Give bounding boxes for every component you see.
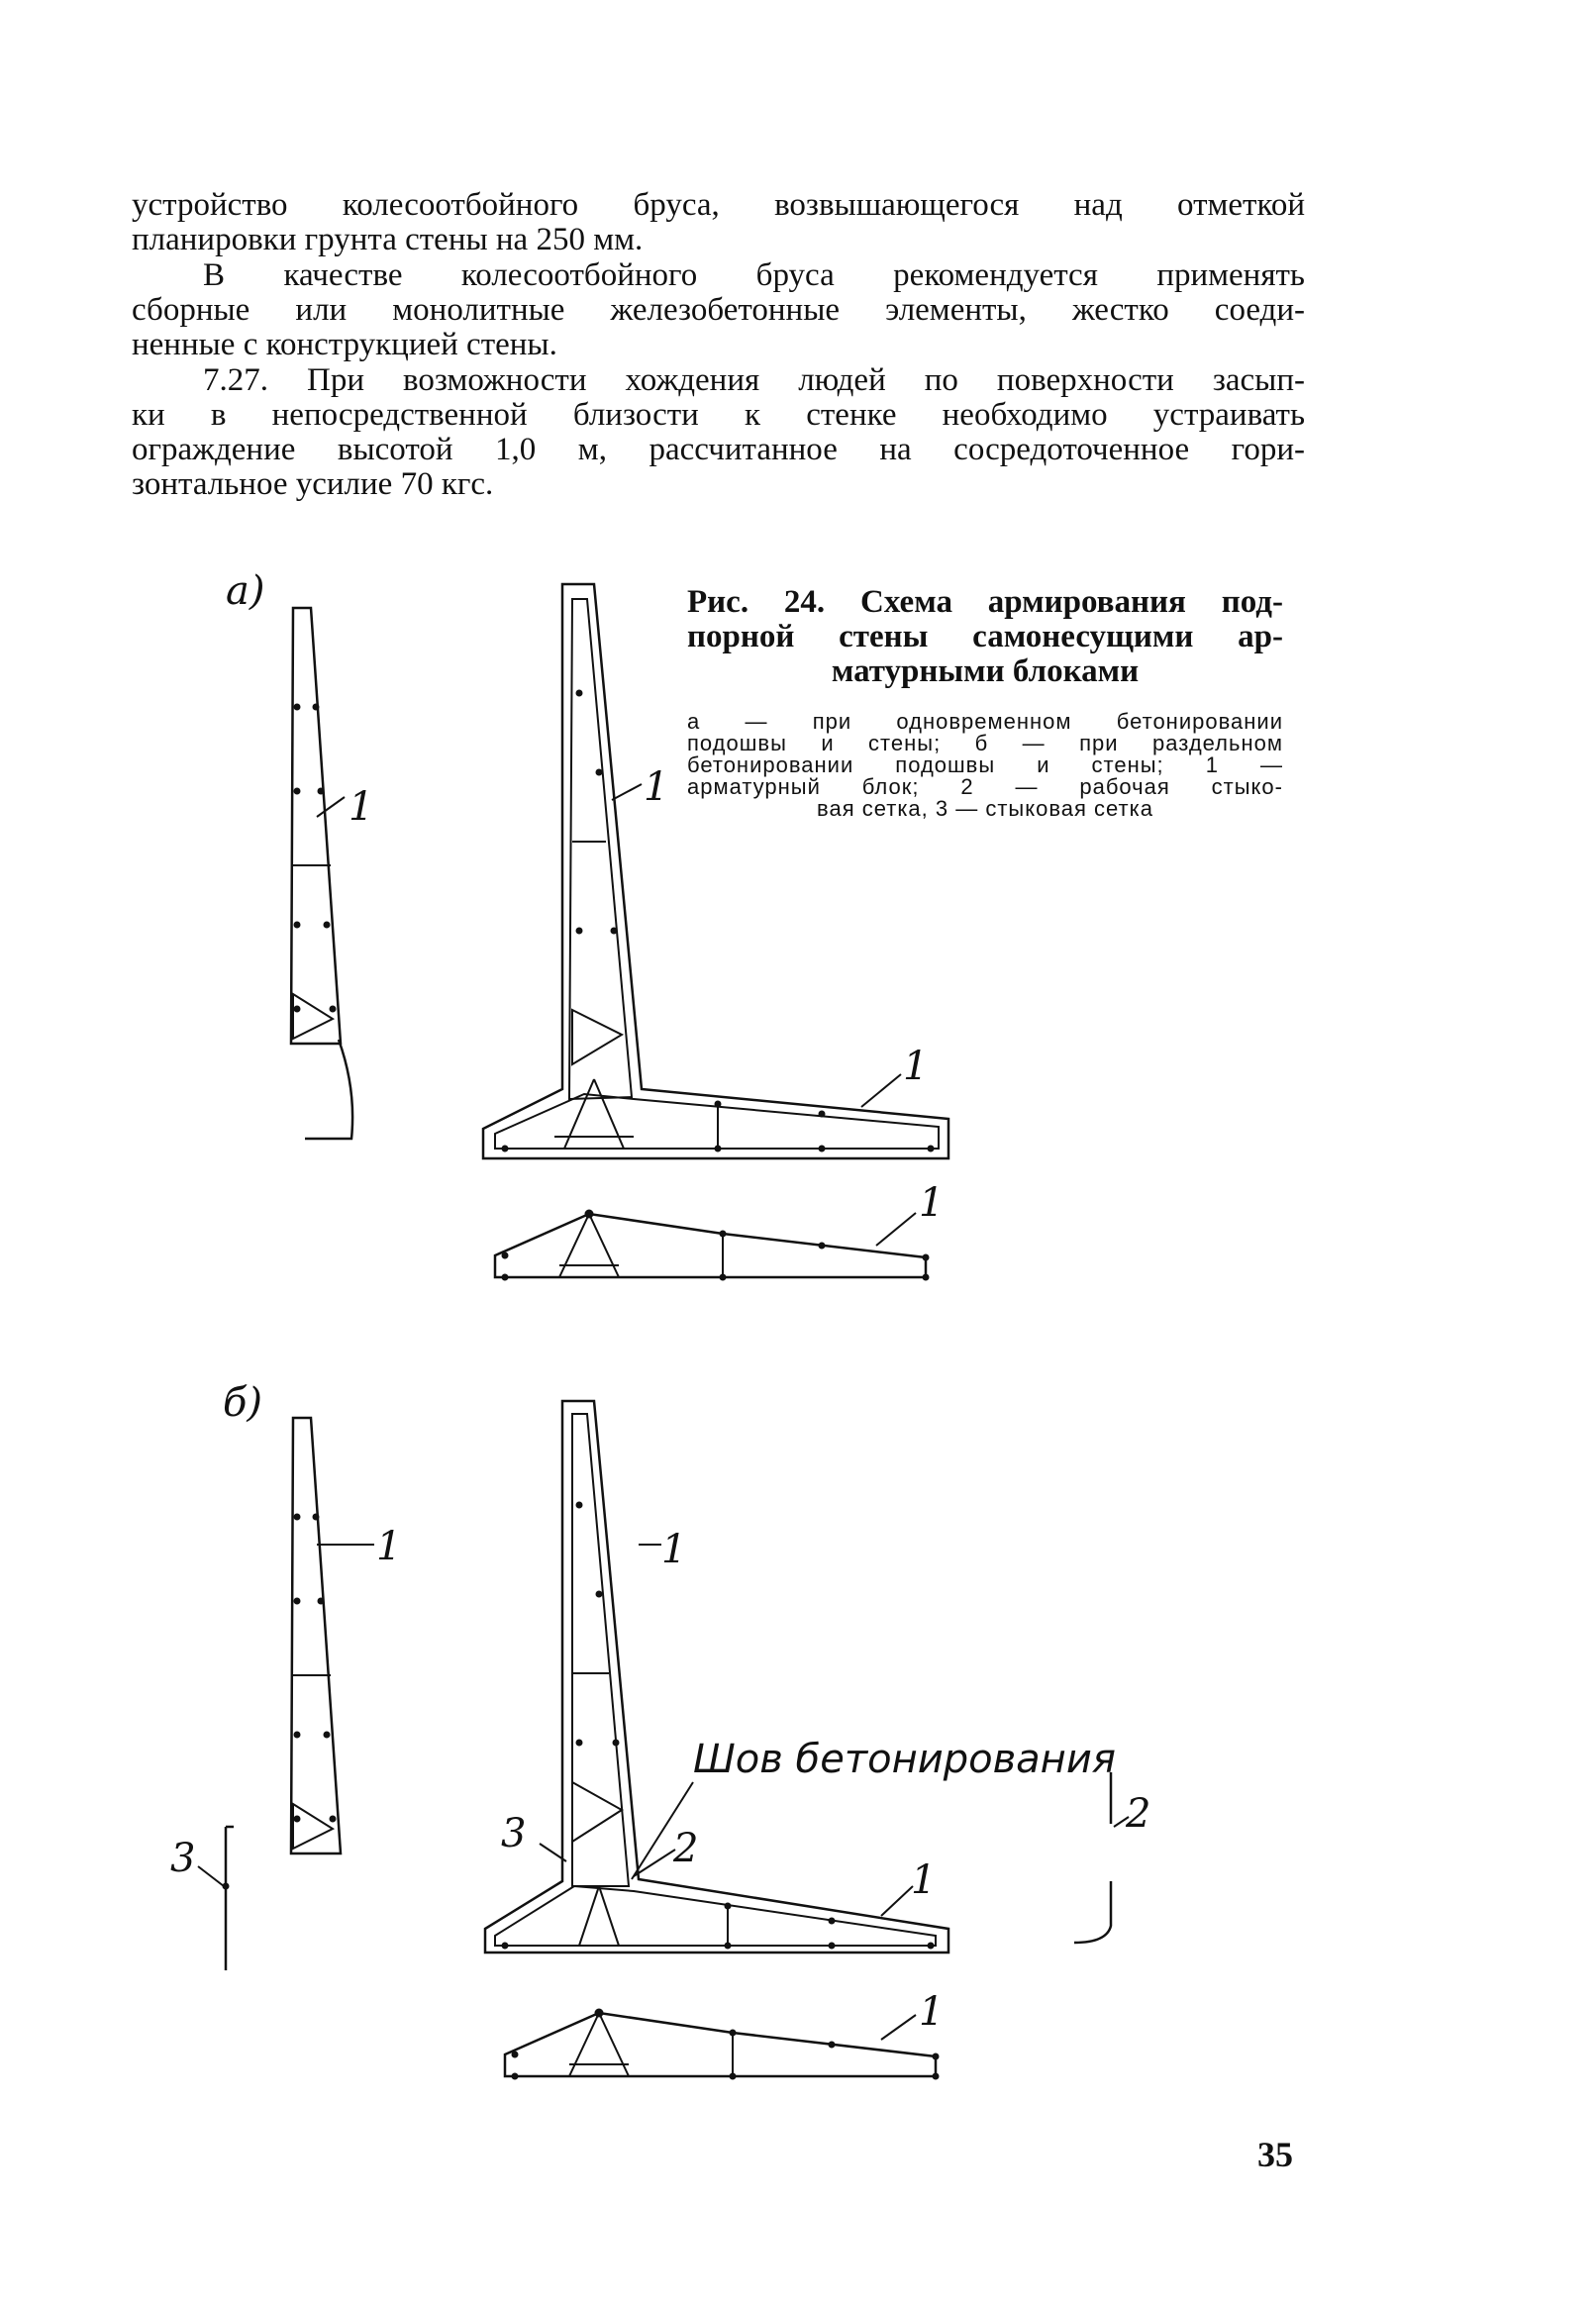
figure-legend-line: а — при одновременном бетонировании	[687, 709, 1283, 734]
figure-legend-line: бетонировании подошвы и стены; 1 —	[687, 752, 1283, 777]
text-line: В качестве колесоотбойного бруса рекомендуется применять	[203, 257, 1305, 293]
figure-title-line: Рис. 24. Схема армирования под-	[687, 584, 1283, 620]
stem-block-b	[291, 1418, 341, 1853]
leader-line	[198, 1866, 224, 1886]
assembled-wall-a	[483, 584, 948, 1158]
label-1: 1	[911, 1857, 937, 1903]
text-line: зонтальное усилие 70 кгс.	[132, 466, 494, 502]
text-line: 7.27. При возможности хождения людей по поверхности засып-	[203, 362, 1305, 398]
label-variant-a: а)	[226, 568, 265, 614]
leader-line	[612, 784, 642, 800]
joint-mesh-3	[223, 1827, 235, 1970]
leader-line	[634, 1850, 675, 1876]
seam-label: Шов бетонирования	[693, 1737, 1116, 1782]
text-line: планировки грунта стены на 250 мм.	[132, 222, 644, 257]
leader-line	[317, 797, 345, 817]
figure-title-line: матурными блоками	[831, 653, 1140, 689]
figure-legend-line: вая сетка, 3 — стыковая сетка	[817, 796, 1153, 821]
leader-line	[876, 1213, 916, 1246]
working-joint-mesh-2	[1074, 1772, 1111, 1943]
label-2: 2	[673, 1826, 699, 1871]
text-line: сборные или монолитные железобетонные элементы, жестко соеди-	[132, 292, 1305, 328]
label-1: 1	[644, 764, 669, 810]
text-line: устройство колесоотбойного бруса, возвышающегося над отметкой	[132, 187, 1305, 223]
figure-title-line: порной стены самонесущими ар-	[687, 619, 1283, 654]
label-3: 3	[501, 1811, 527, 1856]
label-2: 2	[1126, 1791, 1151, 1837]
page-number: 35	[1257, 2135, 1293, 2174]
text-line: ки в непосредственной близости к стенке необходимо устраивать	[132, 397, 1305, 433]
leader-line	[861, 1074, 901, 1107]
footing-block-a	[495, 1210, 930, 1281]
stem-block-a	[291, 608, 352, 1139]
leader-line	[881, 1886, 913, 1916]
label-1: 1	[376, 1524, 402, 1569]
label-1: 1	[349, 784, 374, 830]
assembled-wall-b	[485, 1401, 948, 1953]
label-1: 1	[903, 1044, 929, 1089]
label-1: 1	[919, 1180, 945, 1226]
label-variant-b: б)	[223, 1380, 263, 1426]
label-3: 3	[170, 1836, 196, 1881]
text-line: ограждение высотой 1,0 м, рассчитанное на сосредоточенное гори-	[132, 432, 1305, 467]
label-1: 1	[919, 1989, 945, 2035]
leader-line	[881, 2015, 916, 2040]
footing-block-b	[505, 2009, 940, 2080]
figure-legend-line: арматурный блок; 2 — рабочая стыко-	[687, 774, 1283, 799]
label-1: 1	[661, 1527, 687, 1572]
text-line: ненные с конструкцией стены.	[132, 327, 557, 362]
figure-legend-line: подошвы и стены; б — при раздельном	[687, 731, 1283, 755]
